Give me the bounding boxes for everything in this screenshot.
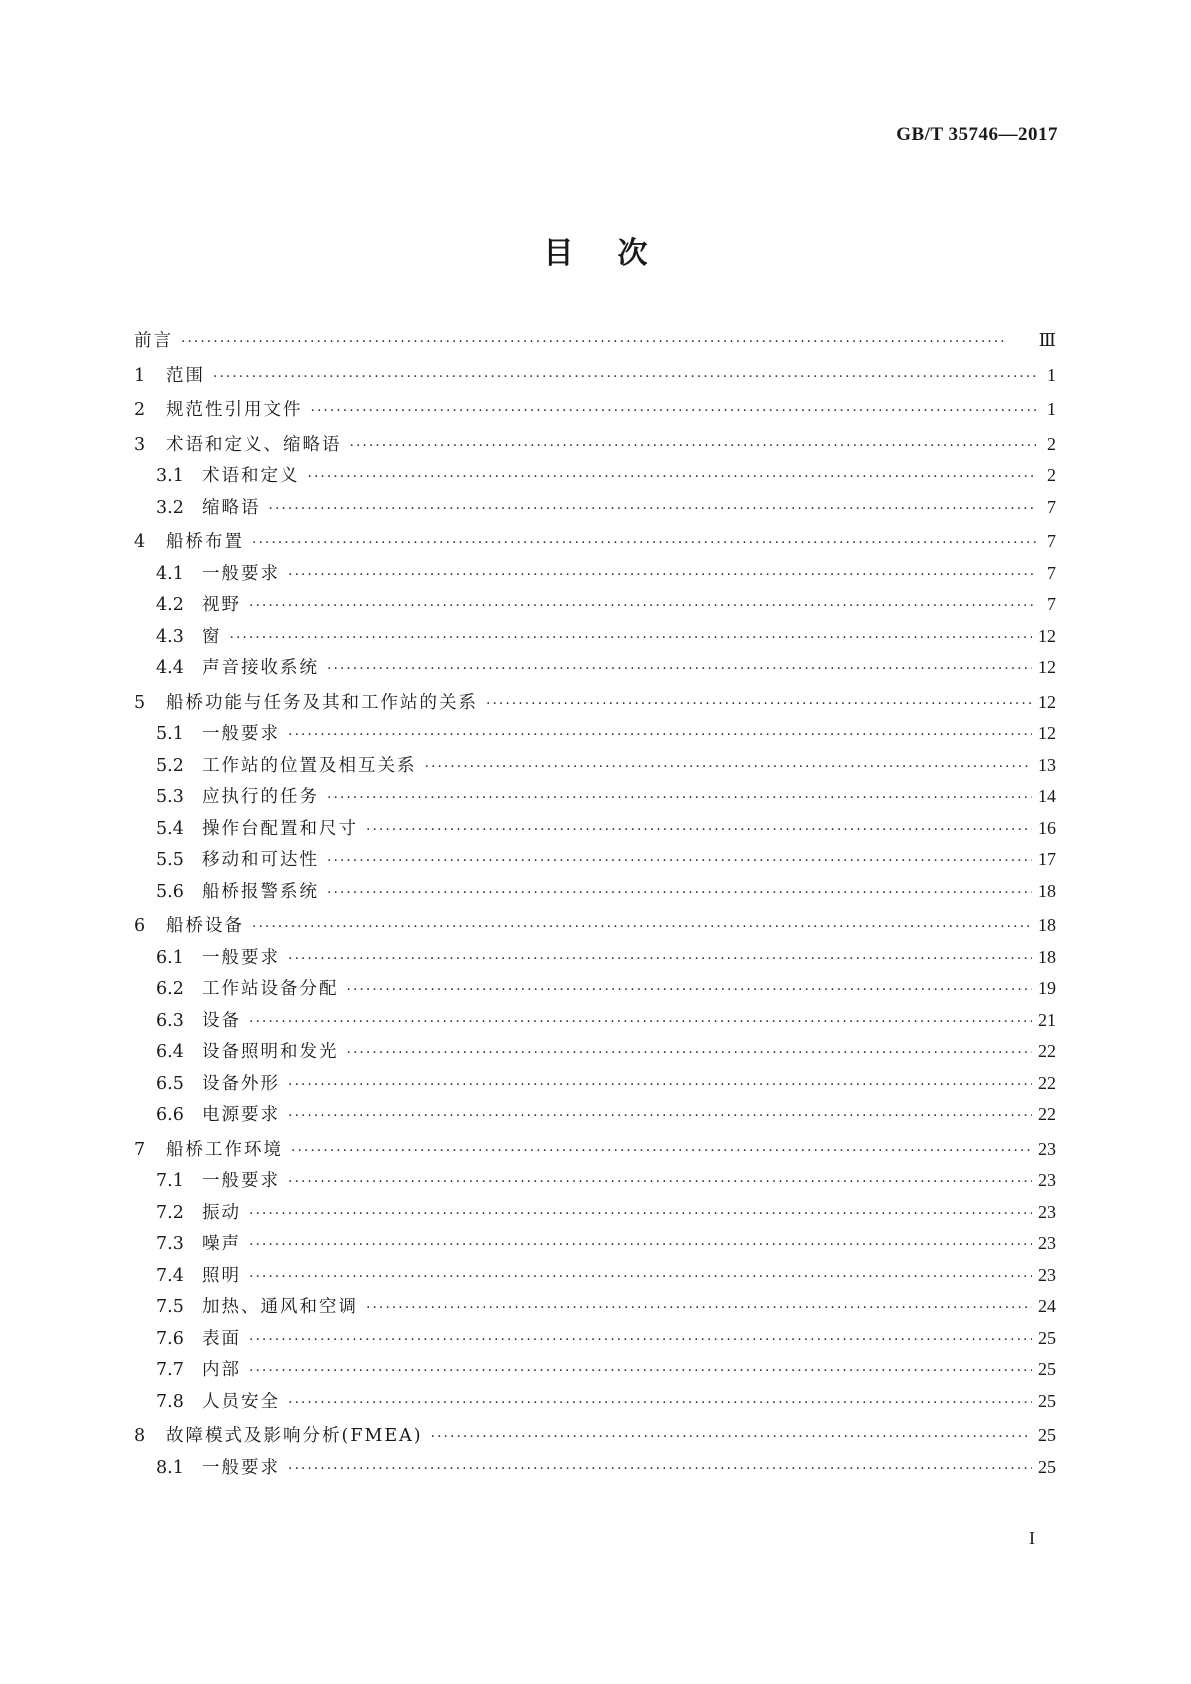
dot-leader	[288, 1077, 1032, 1093]
dot-leader	[249, 1206, 1032, 1222]
toc-entry[interactable]	[134, 912, 1056, 944]
dot-leader	[486, 696, 1032, 712]
toc-entry-number: 8.1	[156, 1457, 184, 1478]
toc-entry-label: 振动	[202, 1202, 241, 1223]
toc-entry[interactable]	[134, 1422, 1056, 1454]
toc-entry-number: 7.8	[156, 1391, 184, 1412]
page-title: 目次	[543, 236, 692, 271]
toc-entry-number: 4.4	[156, 658, 184, 678]
toc-entry[interactable]	[134, 1136, 1056, 1168]
toc-entry[interactable]	[134, 431, 1056, 463]
toc-entry-page: 12	[1038, 625, 1056, 646]
toc-entry[interactable]	[134, 1293, 1056, 1325]
toc-entry[interactable]	[134, 494, 1056, 526]
toc-entry-page: 25	[1038, 1456, 1056, 1477]
toc-entry-page: 17	[1038, 849, 1056, 869]
toc-entry[interactable]	[134, 1101, 1056, 1133]
toc-entry-page: 22	[1038, 1041, 1056, 1061]
dot-leader	[269, 501, 1037, 517]
toc-entry-number: 2	[134, 400, 146, 420]
toc-entry[interactable]	[134, 815, 1056, 847]
toc-entry[interactable]	[134, 1167, 1056, 1199]
toc-entry-number: 7.7	[156, 1360, 184, 1380]
toc-entry-number: 5.3	[156, 787, 184, 807]
toc-entry[interactable]	[134, 1388, 1056, 1420]
toc-entry-label: 故障模式及影响分析(FMEA)	[166, 1426, 423, 1446]
dot-leader	[249, 1269, 1032, 1285]
dot-leader	[327, 853, 1032, 869]
toc-entry-page: 13	[1038, 754, 1056, 775]
dot-leader	[308, 469, 1037, 485]
toc-entry-label: 船桥功能与任务及其和工作站的关系	[166, 692, 478, 713]
standard-code: GB/T 35746—2017	[896, 124, 1058, 145]
dot-leader	[288, 1108, 1032, 1124]
dot-leader	[249, 598, 1036, 614]
page-number: I	[1029, 1528, 1035, 1548]
toc-entry[interactable]	[134, 1325, 1056, 1357]
toc-entry-page: 12	[1038, 691, 1056, 712]
dot-leader	[350, 438, 1037, 454]
toc-entry-label: 一般要求	[202, 1171, 280, 1191]
toc-entry-label: 照明	[202, 1265, 241, 1286]
toc-entry[interactable]	[134, 591, 1056, 623]
toc-entry-page: 18	[1038, 880, 1056, 901]
toc-entry-page: 22	[1038, 1104, 1056, 1124]
toc-entry-page: 23	[1038, 1201, 1056, 1222]
dot-leader	[249, 1237, 1032, 1253]
dot-leader	[327, 790, 1032, 806]
toc-entry-label: 工作站的位置及相互关系	[202, 755, 417, 776]
toc-entry-page: 7	[1047, 562, 1056, 583]
toc-entry-number: 4.2	[156, 595, 184, 615]
toc-entry-number: 6.5	[156, 1073, 184, 1094]
dot-leader	[288, 1461, 1032, 1477]
dot-leader	[311, 403, 1037, 419]
toc-entry-number: 7.1	[156, 1171, 184, 1191]
toc-entry-number: 1	[134, 365, 146, 386]
dot-leader	[288, 727, 1032, 743]
toc-entry-page: 7	[1047, 496, 1056, 517]
toc-entry-label: 一般要求	[202, 1457, 280, 1478]
toc-entry-number: 6.3	[156, 1010, 184, 1031]
toc-entry-label: 加热、通风和空调	[202, 1297, 358, 1317]
toc-entry-number: 7	[134, 1139, 146, 1160]
dot-leader	[347, 1045, 1033, 1061]
table-of-contents	[134, 327, 1056, 1485]
toc-entry-label: 一般要求	[202, 563, 280, 584]
toc-entry-page: 25	[1038, 1327, 1056, 1348]
toc-entry-label: 范围	[166, 365, 205, 386]
toc-entry-page: 12	[1038, 657, 1056, 677]
toc-entry-number: 4.1	[156, 563, 184, 584]
toc-entry-page: 14	[1038, 786, 1056, 806]
toc-entry[interactable]	[134, 720, 1056, 752]
dot-leader	[249, 1014, 1032, 1030]
dot-leader	[291, 1143, 1032, 1159]
toc-entry-label: 表面	[202, 1328, 241, 1349]
toc-entry[interactable]	[134, 462, 1056, 494]
toc-entry[interactable]	[134, 560, 1056, 592]
toc-entry-label: 内部	[202, 1360, 241, 1380]
toc-entry[interactable]	[134, 654, 1056, 686]
toc-entry-label: 移动和可达性	[202, 850, 319, 870]
dot-leader	[288, 1395, 1032, 1411]
dot-leader	[366, 822, 1032, 838]
toc-entry-page: 23	[1038, 1264, 1056, 1285]
toc-entry[interactable]	[134, 944, 1056, 976]
toc-entry[interactable]	[134, 689, 1056, 721]
toc-entry-page: 24	[1038, 1296, 1056, 1316]
dot-leader	[213, 369, 1036, 385]
toc-entry-page: 19	[1038, 978, 1056, 998]
dot-leader	[327, 885, 1032, 901]
toc-entry-number: 6.6	[156, 1105, 184, 1125]
toc-entry[interactable]	[134, 783, 1056, 815]
toc-entry[interactable]	[134, 1007, 1056, 1039]
toc-entry[interactable]	[134, 1199, 1056, 1231]
toc-entry-page: 12	[1038, 723, 1056, 743]
toc-entry[interactable]	[134, 1038, 1056, 1070]
toc-entry[interactable]	[134, 846, 1056, 878]
toc-entry[interactable]	[134, 975, 1056, 1007]
toc-entry[interactable]	[134, 1454, 1056, 1486]
toc-entry-page: 2	[1047, 433, 1056, 454]
toc-entry-page: 1	[1047, 399, 1056, 419]
toc-entry-number: 5.5	[156, 850, 184, 870]
dot-leader	[230, 630, 1033, 646]
toc-entry-page: 21	[1038, 1009, 1056, 1030]
toc-entry[interactable]	[134, 1356, 1056, 1388]
toc-entry-number: 3	[134, 434, 146, 455]
toc-entry-page: 7	[1047, 531, 1056, 551]
dot-leader	[288, 567, 1036, 583]
toc-entry-number: 5.4	[156, 818, 184, 839]
toc-entry[interactable]	[134, 752, 1056, 784]
toc-entry-number: 7.4	[156, 1265, 184, 1286]
toc-entry-label: 术语和定义、缩略语	[166, 434, 342, 455]
toc-entry-number: 6.1	[156, 947, 184, 968]
dot-leader	[252, 919, 1032, 935]
toc-entry-number: 6	[134, 916, 146, 936]
dot-leader	[327, 661, 1032, 677]
dot-leader	[366, 1300, 1032, 1316]
toc-entry-label: 一般要求	[202, 947, 280, 968]
toc-entry[interactable]	[134, 528, 1056, 560]
toc-entry[interactable]	[134, 327, 1056, 359]
toc-entry-number: 5.1	[156, 724, 184, 744]
toc-entry-label: 窗	[202, 626, 222, 647]
toc-entry-number: 3.1	[156, 466, 184, 486]
toc-entry-label: 设备	[202, 1010, 241, 1031]
toc-entry-page: 2	[1047, 465, 1056, 485]
toc-entry-label: 电源要求	[202, 1105, 280, 1125]
toc-entry-page: 25	[1038, 1359, 1056, 1379]
toc-entry-label: 应执行的任务	[202, 787, 319, 807]
toc-entry-number: 5.2	[156, 755, 184, 776]
toc-entry-label: 噪声	[202, 1234, 241, 1254]
dot-leader	[249, 1332, 1032, 1348]
toc-entry-label: 工作站设备分配	[202, 979, 339, 999]
toc-entry-page: 23	[1038, 1233, 1056, 1253]
toc-entry-page: 23	[1038, 1138, 1056, 1159]
toc-entry-page: 7	[1047, 594, 1056, 614]
toc-entry-label: 设备照明和发光	[202, 1042, 339, 1062]
toc-entry-number: 4.3	[156, 626, 184, 647]
toc-entry-number: 7.5	[156, 1297, 184, 1317]
toc-entry[interactable]	[134, 1262, 1056, 1294]
toc-entry-number: 7.3	[156, 1234, 184, 1254]
toc-entry-number: 7.6	[156, 1328, 184, 1349]
toc-entry-label: 船桥工作环境	[166, 1139, 283, 1160]
toc-entry-page: 22	[1038, 1072, 1056, 1093]
toc-entry-page: 25	[1038, 1390, 1056, 1411]
toc-entry-page: 16	[1038, 817, 1056, 838]
toc-entry-page: Ⅲ	[1038, 330, 1056, 350]
toc-entry-number: 8	[134, 1426, 146, 1446]
dot-leader	[252, 535, 1036, 551]
toc-entry-number: 6.4	[156, 1042, 184, 1062]
toc-entry[interactable]	[134, 362, 1056, 394]
dot-leader	[181, 334, 1033, 350]
toc-entry-label: 缩略语	[202, 497, 261, 518]
toc-entry-number: 6.2	[156, 979, 184, 999]
dot-leader	[288, 951, 1032, 967]
toc-entry-label: 规范性引用文件	[166, 400, 303, 420]
toc-entry-page: 18	[1038, 915, 1056, 935]
toc-entry[interactable]	[134, 1230, 1056, 1262]
toc-entry-label: 船桥报警系统	[202, 881, 319, 902]
toc-entry-label: 操作台配置和尺寸	[202, 818, 358, 839]
toc-entry[interactable]	[134, 1070, 1056, 1102]
dot-leader	[425, 759, 1033, 775]
toc-entry[interactable]	[134, 878, 1056, 910]
toc-entry-number: 4	[134, 532, 146, 552]
toc-entry-label: 设备外形	[202, 1073, 280, 1094]
dot-leader	[347, 982, 1033, 998]
dot-leader	[249, 1363, 1032, 1379]
toc-entry-page: 1	[1047, 364, 1056, 385]
toc-entry-label: 声音接收系统	[202, 658, 319, 678]
dot-leader	[288, 1174, 1032, 1190]
toc-entry-page: 18	[1038, 946, 1056, 967]
toc-entry[interactable]	[134, 396, 1056, 428]
toc-entry-page: 25	[1038, 1425, 1056, 1445]
toc-entry-label: 船桥布置	[166, 532, 244, 552]
toc-entry-number: 3.2	[156, 497, 184, 518]
toc-entry-number: 5	[134, 692, 146, 713]
toc-entry-label: 术语和定义	[202, 466, 300, 486]
toc-entry[interactable]	[134, 623, 1056, 655]
toc-entry-label: 前言	[134, 331, 173, 351]
toc-entry-label: 视野	[202, 595, 241, 615]
dot-leader	[431, 1429, 1032, 1445]
toc-entry-label: 一般要求	[202, 724, 280, 744]
toc-entry-label: 船桥设备	[166, 916, 244, 936]
toc-entry-number: 7.2	[156, 1202, 184, 1223]
toc-entry-number: 5.6	[156, 881, 184, 902]
toc-entry-page: 23	[1038, 1170, 1056, 1190]
toc-entry-label: 人员安全	[202, 1391, 280, 1412]
